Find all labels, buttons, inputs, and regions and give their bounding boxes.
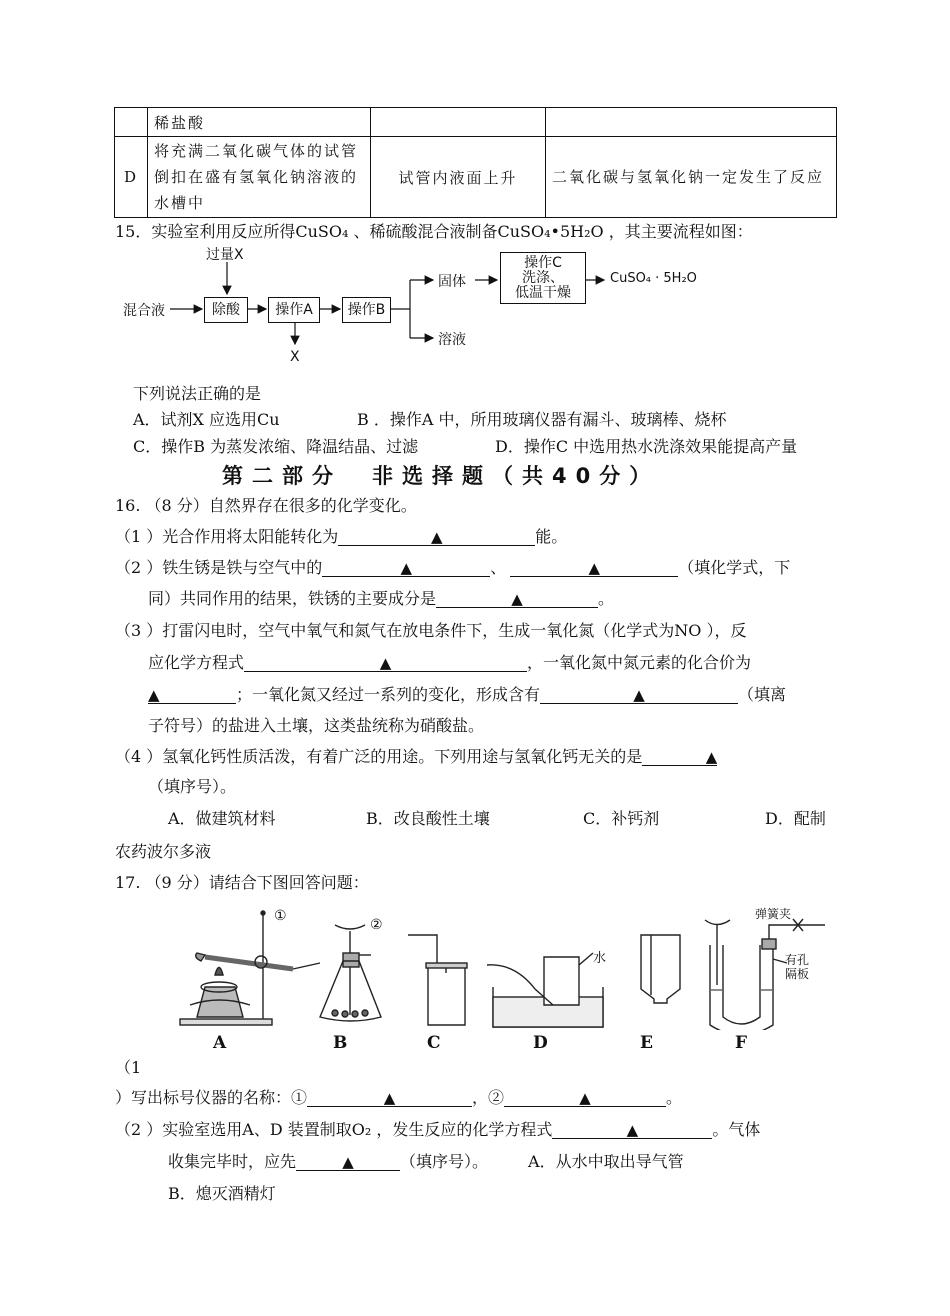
q17-part2-line1 bbox=[115, 1120, 760, 1140]
q17-option-a: A．从水中取出导气管 bbox=[528, 1152, 684, 1171]
blank-marker: ▲ bbox=[383, 1089, 396, 1107]
q16-part3-line4: 子符号）的盐进入土壤，这类盐统称为硝酸盐。 bbox=[148, 716, 485, 735]
apparatus-label-f: F bbox=[735, 1033, 748, 1053]
answer-blank[interactable] bbox=[148, 685, 236, 704]
blank-marker: ▲ bbox=[588, 559, 601, 577]
q16-p3-text-c: ，一氧化氮中氮元素的化合价为 bbox=[527, 653, 752, 672]
flow-step-operation-b: 操作B bbox=[342, 297, 391, 323]
table-cell: 二氧化碳与氢氧化钠一定发生了反应 bbox=[546, 137, 837, 218]
q15-prompt: 下列说法正确的是 bbox=[133, 384, 262, 403]
apparatus-label-e: E bbox=[640, 1033, 653, 1053]
spring-clip-label: 弹簧夹 bbox=[755, 907, 792, 921]
flow-step-remove-acid: 除酸 bbox=[204, 297, 248, 323]
q17-p2-text-b: 。气体 bbox=[712, 1120, 761, 1139]
blank-marker: ▲ bbox=[400, 559, 413, 577]
blank-marker: ▲ bbox=[511, 590, 523, 608]
blank-marker: ▲ bbox=[579, 1089, 591, 1107]
q16-part3-line1: （3 ）打雷闪电时，空气中氧气和氮气在放电条件下，生成一氧化氮（化学式为NO ），反 bbox=[115, 621, 747, 640]
q16-option-d: D．配制 bbox=[765, 809, 826, 828]
q17-option-b: B．熄灭酒精灯 bbox=[168, 1184, 276, 1203]
table-cell bbox=[371, 108, 546, 137]
table-cell: D bbox=[115, 137, 148, 218]
flow-input: 混合液 bbox=[123, 303, 165, 319]
blank-marker: ▲ bbox=[431, 528, 443, 546]
q17-p1-sep: ，② bbox=[472, 1088, 505, 1107]
q15-option-b: B ．操作A 中，所用玻璃仪器有漏斗、玻璃棒、烧杯 bbox=[357, 410, 727, 429]
q15-stem: 15．实验室利用反应所得CuSO₄ 、稀硫酸混合液制备CuSO₄•5H₂O ，其主要流程如图： bbox=[115, 222, 753, 241]
table-cell bbox=[115, 108, 148, 137]
blank-marker: ▲ bbox=[633, 686, 645, 704]
table-cell: 将充满二氧化碳气体的试管倒扣在盛有氢氧化钠溶液的水槽中 bbox=[148, 137, 371, 218]
q17-p2-text-d: （填序号）。 bbox=[400, 1152, 489, 1171]
flow-step-operation-c bbox=[500, 252, 586, 304]
q16-p2-text-c: 同）共同作用的结果，铁锈的主要成分是 bbox=[148, 589, 437, 608]
flow-step-c-line1: 操作C bbox=[524, 254, 562, 271]
q16-p1-tail: 能。 bbox=[535, 527, 568, 546]
blank-marker: ▲ bbox=[705, 748, 718, 766]
q17-p2-text-c: 收集完毕时，应先 bbox=[168, 1152, 297, 1171]
flow-chart bbox=[120, 244, 740, 369]
porous-label-line2: 隔板 bbox=[785, 967, 810, 981]
flow-step-c-line2: 洗涤、 bbox=[522, 269, 564, 286]
q16-stem: 16. （8 分）自然界存在很多的化学变化。 bbox=[115, 496, 417, 515]
q15-option-a: A．试剂X 应选用Cu bbox=[133, 410, 280, 429]
answer-blank[interactable] bbox=[296, 1152, 400, 1171]
part2-title: 第二部分 非选择题（共40分） bbox=[222, 464, 660, 488]
q16-option-c: C．补钙剂 bbox=[583, 809, 660, 828]
flow-product: CuSO₄ · 5H₂O bbox=[610, 271, 697, 286]
q17-stem: 17. （9 分）请结合下图回答问题： bbox=[115, 873, 369, 892]
table-cell: 稀盐酸 bbox=[148, 108, 371, 137]
q16-part3-line3 bbox=[148, 685, 786, 705]
q16-p2-end: 。 bbox=[598, 589, 615, 608]
q16-part4-line2: （填序号）。 bbox=[148, 777, 237, 796]
apparatus-label-d: D bbox=[533, 1033, 548, 1053]
q17-part2-line2 bbox=[168, 1152, 684, 1172]
q16-p2-sep: 、 bbox=[490, 558, 507, 577]
q16-p2-text: （2 ）铁生锈是铁与空气中的 bbox=[115, 558, 323, 577]
answer-blank[interactable] bbox=[436, 589, 598, 608]
flow-step-c-line3: 低温干燥 bbox=[515, 284, 571, 301]
answer-blank[interactable] bbox=[552, 1120, 712, 1139]
table-cell bbox=[546, 108, 837, 137]
blank-marker: ▲ bbox=[379, 654, 392, 672]
q17-part1 bbox=[115, 1088, 682, 1108]
blank-marker: ▲ bbox=[626, 1121, 639, 1139]
apparatus-c-drawing bbox=[408, 935, 467, 1025]
blank-marker: ▲ bbox=[148, 686, 160, 704]
q17-p2-text: （2 ）实验室选用A、D 装置制取O₂ ，发生反应的化学方程式 bbox=[115, 1120, 553, 1139]
apparatus-figure bbox=[175, 905, 835, 1055]
flow-solution: 溶液 bbox=[438, 332, 466, 348]
answer-blank[interactable] bbox=[322, 558, 490, 577]
mark-2: ② bbox=[370, 917, 383, 933]
q16-p3-text-d: ；一氧化氮又经过一系列的变化，形成含有 bbox=[236, 685, 541, 704]
apparatus-a-drawing bbox=[180, 911, 320, 1025]
apparatus-label-b: B bbox=[333, 1033, 348, 1053]
q16-p3-text-b: 应化学方程式 bbox=[148, 653, 245, 672]
flow-step-operation-a: 操作A bbox=[268, 297, 320, 323]
q15-option-c: C．操作B 为蒸发浓缩、降温结晶、过滤 bbox=[133, 437, 419, 456]
apparatus-b-drawing bbox=[320, 925, 381, 1021]
q16-part2-line2 bbox=[148, 589, 614, 609]
q16-option-a: A．做建筑材料 bbox=[168, 809, 276, 828]
apparatus-d-drawing bbox=[487, 953, 603, 1027]
answer-blank[interactable] bbox=[540, 685, 738, 704]
flow-excess-x: 过量X bbox=[206, 247, 244, 263]
apparatus-e-drawing bbox=[641, 935, 680, 1003]
apparatus-label-c: C bbox=[427, 1033, 441, 1053]
flow-solid: 固体 bbox=[438, 274, 466, 290]
q16-part3-line2 bbox=[148, 653, 751, 673]
q16-p4-text: （4 ）氢氧化钙性质活泼，有着广泛的用途。下列用途与氢氧化钙无关的是 bbox=[115, 747, 643, 766]
answer-blank[interactable] bbox=[307, 1088, 472, 1107]
q17-part1-number: （1 bbox=[115, 1058, 142, 1077]
porous-plate-label bbox=[785, 953, 809, 981]
q16-p2-text-b: （填化学式，下 bbox=[678, 558, 791, 577]
q15-option-d: D．操作C 中选用热水洗涤效果能提高产量 bbox=[495, 437, 798, 456]
q16-p1-text: （1 ）光合作用将太阳能转化为 bbox=[115, 527, 339, 546]
flow-x-out: X bbox=[290, 349, 300, 365]
answer-blank[interactable] bbox=[338, 527, 535, 546]
q16-p3-text-e: （填离 bbox=[738, 685, 787, 704]
mark-1: ① bbox=[274, 908, 287, 924]
table-cell: 试管内液面上升 bbox=[371, 137, 546, 218]
q16-part1 bbox=[115, 527, 567, 547]
apparatus-label-a: A bbox=[213, 1033, 227, 1053]
answer-blank[interactable] bbox=[510, 558, 678, 577]
q16-option-b: B．改良酸性土壤 bbox=[366, 809, 490, 828]
q16-part2 bbox=[115, 558, 790, 578]
answer-table bbox=[114, 107, 837, 218]
blank-marker: ▲ bbox=[342, 1153, 354, 1171]
q17-p1-text: ）写出标号仪器的名称：① bbox=[115, 1088, 308, 1107]
answer-blank[interactable] bbox=[642, 747, 717, 766]
q16-part4-line1 bbox=[115, 747, 717, 767]
answer-blank[interactable] bbox=[504, 1088, 666, 1107]
water-label: 水 bbox=[593, 951, 607, 966]
q17-p1-end: 。 bbox=[666, 1088, 683, 1107]
porous-label-line1: 有孔 bbox=[785, 953, 810, 967]
answer-blank[interactable] bbox=[244, 653, 527, 672]
q16-option-d-cont: 农药波尔多液 bbox=[115, 842, 212, 861]
